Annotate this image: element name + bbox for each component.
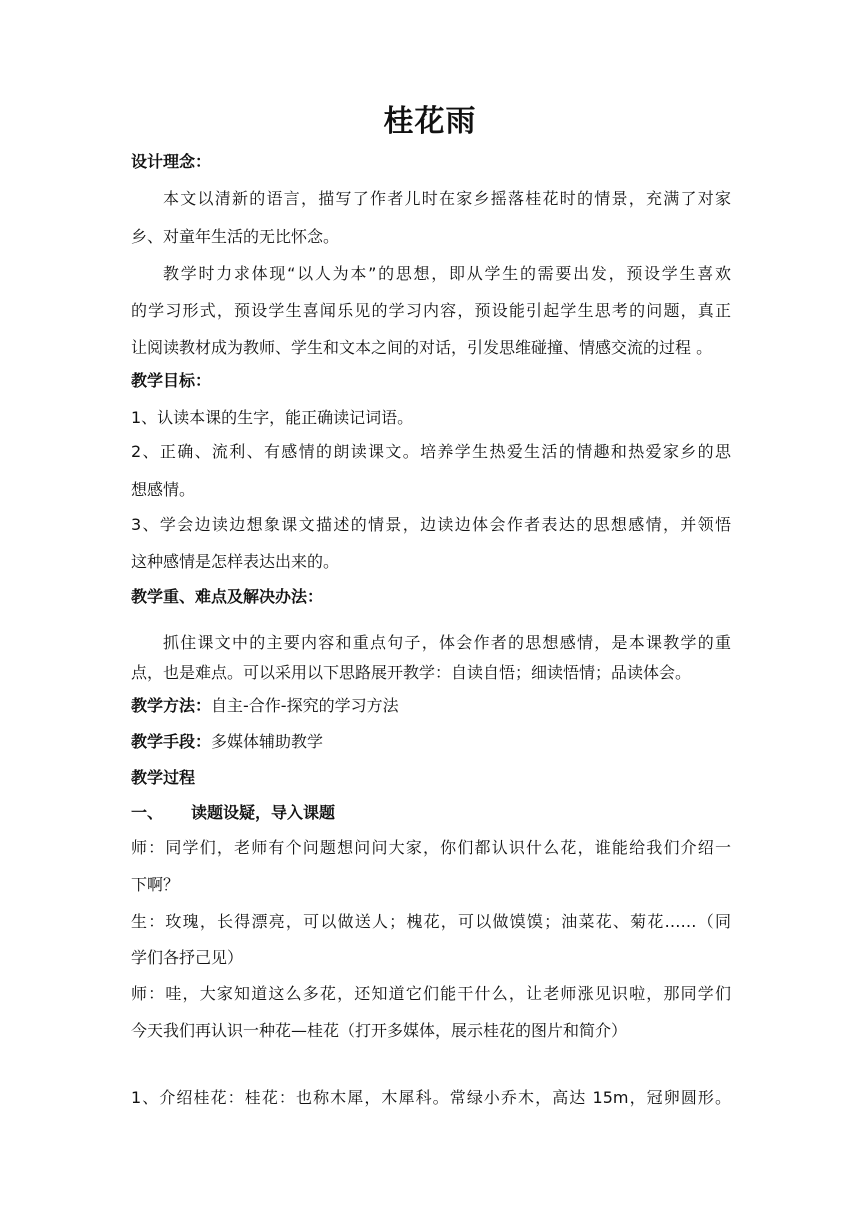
- goal-item-3-line: 这种感情是怎样表达出来的。: [131, 552, 340, 571]
- section-1-number: 一、: [131, 803, 164, 822]
- teacher-line: 下啊？: [131, 875, 180, 894]
- means-label: 教学手段：: [131, 732, 212, 751]
- design-concept-p1-line: 乡、对童年生活的无比怀念。: [131, 227, 340, 246]
- goal-item-2-line: 想感情。: [131, 480, 196, 499]
- osmanthus-intro: 1、介绍桂花：桂花：也称木犀，木犀科。常绿小乔木，高达 15m，冠卵圆形。: [131, 1088, 731, 1107]
- method-line: [131, 694, 731, 718]
- section-1-heading: [131, 801, 731, 825]
- goal-item-2-line: 2、正确、流利、有感情的朗读课文。培养学生热爱生活的情趣和热爱家乡的思: [131, 442, 731, 461]
- method-label: 教学方法：: [131, 696, 212, 715]
- document-title: 桂花雨: [383, 104, 477, 139]
- teacher-line: 今天我们再认识一种花—桂花（打开多媒体，展示桂花的图片和简介）: [131, 1021, 628, 1040]
- design-concept-heading: 设计理念：: [131, 152, 212, 171]
- teacher-line: 师：同学们，老师有个问题想问问大家，你们都认识什么花，谁能给我们介绍一: [131, 838, 731, 857]
- key-points-heading: 教学重、难点及解决办法：: [131, 587, 324, 606]
- goal-item-3-line: 3、学会边读边想象课文描述的情景，边读边体会作者表达的思想感情，并领悟: [131, 515, 731, 534]
- process-heading: 教学过程: [131, 768, 196, 787]
- key-points-line: 抓住课文中的主要内容和重点句子，体会作者的思想感情，是本课教学的重: [163, 633, 731, 652]
- key-points-line: 点，也是难点。可以采用以下思路展开教学：自读自悟；细读悟情；品读体会。: [131, 663, 692, 682]
- teacher-line: 师：哇，大家知道这么多花，还知道它们能干什么，让老师涨见识啦，那同学们: [131, 984, 731, 1003]
- design-concept-p1-line: 本文以清新的语言，描写了作者儿时在家乡摇落桂花时的情景，充满了对家: [163, 189, 731, 208]
- goal-item-1: 1、认读本课的生字，能正确读记词语。: [131, 408, 414, 427]
- design-concept-p2-line: 的学习形式，预设学生喜闻乐见的学习内容，预设能引起学生思考的问题，真正: [131, 301, 731, 320]
- design-concept-p2-line: 教学时力求体现“以人为本”的思想，即从学生的需要出发，预设学生喜欢: [163, 264, 731, 283]
- goals-heading: 教学目标：: [131, 371, 212, 390]
- student-line: 生：玫瑰，长得漂亮，可以做送人；槐花，可以做馍馍；油菜花、菊花……（同: [131, 912, 731, 931]
- means-line: [131, 730, 731, 754]
- student-line: 学们各抒己见）: [131, 948, 244, 967]
- design-concept-p2-line: 让阅读教材成为教师、学生和文本之间的对话，引发思维碰撞、情感交流的过程 。: [131, 338, 713, 357]
- method-value: 自主-合作-探究的学习方法: [211, 696, 399, 715]
- section-1-title: 读题设疑，导入课题: [191, 803, 336, 822]
- means-value: 多媒体辅助教学: [211, 732, 324, 751]
